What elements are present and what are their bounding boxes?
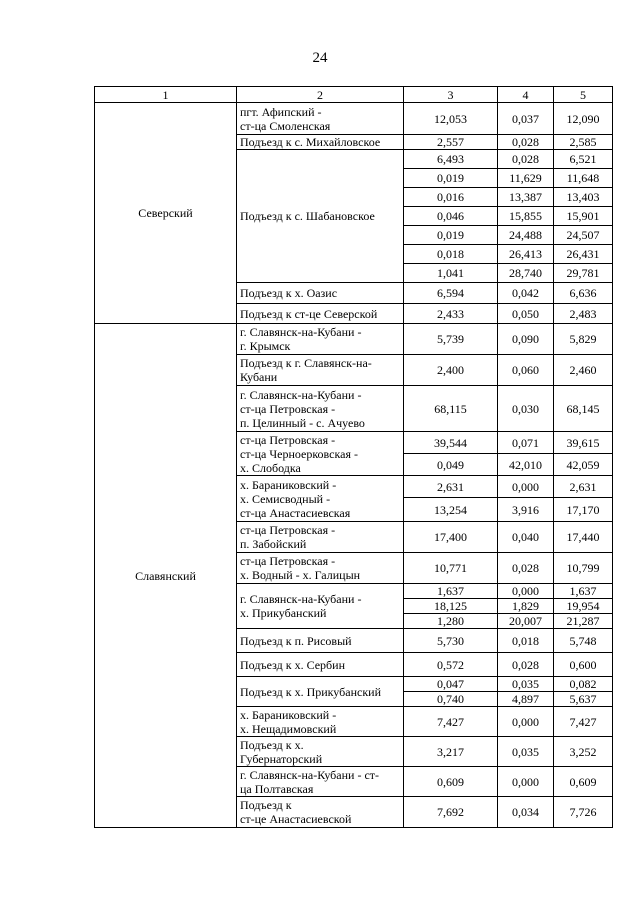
road-cell: Подъезд к ст-це Северской: [237, 304, 404, 324]
value-cell: 0,034: [498, 797, 554, 828]
value-cell: 15,901: [554, 207, 613, 226]
value-cell: 2,585: [554, 135, 613, 150]
table-row: [95, 324, 613, 355]
value-cell: 0,019: [404, 226, 498, 245]
road-cell: ст-ца Петровская - ст-ца Черноерковская - х. Слободка: [237, 432, 404, 476]
roads-table: [94, 86, 613, 828]
value-cell: 29,781: [554, 264, 613, 283]
value-cell: 17,440: [554, 522, 613, 553]
value-cell: 18,125: [404, 599, 498, 614]
value-cell: 13,254: [404, 498, 498, 522]
value-cell: 11,629: [498, 169, 554, 188]
value-cell: 19,954: [554, 599, 613, 614]
road-cell: ст-ца Петровская - х. Водный - х. Галицын: [237, 553, 404, 584]
value-cell: 68,145: [554, 386, 613, 432]
value-cell: 15,855: [498, 207, 554, 226]
value-cell: 17,400: [404, 522, 498, 553]
road-cell: Подъезд к п. Рисовый: [237, 629, 404, 653]
value-cell: 42,010: [498, 454, 554, 476]
value-cell: 0,740: [404, 692, 498, 707]
road-cell: Подъезд к с. Шабановское: [237, 150, 404, 283]
value-cell: 39,615: [554, 432, 613, 454]
road-cell: Подъезд к х. Прикубанский: [237, 677, 404, 707]
value-cell: 39,544: [404, 432, 498, 454]
value-cell: 0,040: [498, 522, 554, 553]
road-cell: г. Славянск-на-Кубани - х. Прикубанский: [237, 584, 404, 629]
value-cell: 6,636: [554, 283, 613, 304]
value-cell: 0,028: [498, 135, 554, 150]
header-row: [95, 87, 613, 103]
header-cell: 4: [498, 87, 554, 103]
value-cell: 20,007: [498, 614, 554, 629]
value-cell: 10,771: [404, 553, 498, 584]
value-cell: 10,799: [554, 553, 613, 584]
value-cell: 0,000: [498, 767, 554, 797]
road-cell: г. Славянск-на-Кубани - ст- ца Полтавская: [237, 767, 404, 797]
value-cell: 11,648: [554, 169, 613, 188]
road-cell: г. Славянск-на-Кубани - г. Крымск: [237, 324, 404, 355]
header-cell: 5: [554, 87, 613, 103]
value-cell: 0,028: [498, 653, 554, 677]
value-cell: 13,403: [554, 188, 613, 207]
table-row: [95, 103, 613, 135]
road-cell: Подъезд к х. Оазис: [237, 283, 404, 304]
value-cell: 0,049: [404, 454, 498, 476]
value-cell: 0,016: [404, 188, 498, 207]
value-cell: 3,916: [498, 498, 554, 522]
road-cell: Подъезд к х. Сербин: [237, 653, 404, 677]
value-cell: 2,631: [554, 476, 613, 498]
value-cell: 0,000: [498, 476, 554, 498]
value-cell: 13,387: [498, 188, 554, 207]
value-cell: 12,090: [554, 103, 613, 135]
value-cell: 24,488: [498, 226, 554, 245]
header-cell: 1: [95, 87, 237, 103]
value-cell: 6,493: [404, 150, 498, 169]
value-cell: 12,053: [404, 103, 498, 135]
value-cell: 2,433: [404, 304, 498, 324]
value-cell: 1,041: [404, 264, 498, 283]
value-cell: 68,115: [404, 386, 498, 432]
district-cell: Северский: [95, 103, 237, 324]
value-cell: 2,400: [404, 355, 498, 386]
value-cell: 0,037: [498, 103, 554, 135]
value-cell: 0,019: [404, 169, 498, 188]
value-cell: 0,082: [554, 677, 613, 692]
value-cell: 0,018: [404, 245, 498, 264]
road-cell: х. Бараниковский - х. Семисводный - ст-ца Анастасиевская: [237, 476, 404, 522]
road-cell: х. Бараниковский - х. Нещадимовский: [237, 707, 404, 737]
value-cell: 0,000: [498, 584, 554, 599]
road-cell: пгт. Афипский - ст-ца Смоленская: [237, 103, 404, 135]
value-cell: 6,594: [404, 283, 498, 304]
value-cell: 6,521: [554, 150, 613, 169]
value-cell: 7,427: [404, 707, 498, 737]
value-cell: 26,413: [498, 245, 554, 264]
road-cell: г. Славянск-на-Кубани - ст-ца Петровская - п. Целинный - с. Ачуево: [237, 386, 404, 432]
value-cell: 0,609: [404, 767, 498, 797]
value-cell: 5,730: [404, 629, 498, 653]
value-cell: 0,018: [498, 629, 554, 653]
value-cell: 5,829: [554, 324, 613, 355]
value-cell: 0,042: [498, 283, 554, 304]
value-cell: 1,829: [498, 599, 554, 614]
value-cell: 1,280: [404, 614, 498, 629]
value-cell: 0,600: [554, 653, 613, 677]
value-cell: 2,631: [404, 476, 498, 498]
value-cell: 17,170: [554, 498, 613, 522]
value-cell: 0,047: [404, 677, 498, 692]
value-cell: 5,637: [554, 692, 613, 707]
road-cell: Подъезд к с. Михайловское: [237, 135, 404, 150]
value-cell: 5,748: [554, 629, 613, 653]
value-cell: 3,252: [554, 737, 613, 767]
value-cell: 24,507: [554, 226, 613, 245]
value-cell: 2,483: [554, 304, 613, 324]
value-cell: 2,460: [554, 355, 613, 386]
value-cell: 1,637: [554, 584, 613, 599]
value-cell: 0,035: [498, 737, 554, 767]
value-cell: 0,071: [498, 432, 554, 454]
value-cell: 42,059: [554, 454, 613, 476]
value-cell: 0,060: [498, 355, 554, 386]
value-cell: 0,035: [498, 677, 554, 692]
road-cell: ст-ца Петровская - п. Забойский: [237, 522, 404, 553]
value-cell: 0,028: [498, 150, 554, 169]
value-cell: 0,046: [404, 207, 498, 226]
value-cell: 7,427: [554, 707, 613, 737]
value-cell: 0,030: [498, 386, 554, 432]
value-cell: 0,609: [554, 767, 613, 797]
road-cell: Подъезд к ст-це Анастасиевской: [237, 797, 404, 828]
district-cell: Славянский: [95, 324, 237, 828]
page-number: 24: [312, 50, 328, 66]
value-cell: 7,726: [554, 797, 613, 828]
value-cell: 4,897: [498, 692, 554, 707]
value-cell: 28,740: [498, 264, 554, 283]
value-cell: 26,431: [554, 245, 613, 264]
value-cell: 1,637: [404, 584, 498, 599]
value-cell: 0,000: [498, 707, 554, 737]
value-cell: 5,739: [404, 324, 498, 355]
value-cell: 0,090: [498, 324, 554, 355]
value-cell: 2,557: [404, 135, 498, 150]
value-cell: 3,217: [404, 737, 498, 767]
value-cell: 0,050: [498, 304, 554, 324]
value-cell: 7,692: [404, 797, 498, 828]
header-cell: 3: [404, 87, 498, 103]
road-cell: Подъезд к х. Губернаторский: [237, 737, 404, 767]
header-cell: 2: [237, 87, 404, 103]
value-cell: 0,572: [404, 653, 498, 677]
road-cell: Подъезд к г. Славянск-на- Кубани: [237, 355, 404, 386]
value-cell: 0,028: [498, 553, 554, 584]
value-cell: 21,287: [554, 614, 613, 629]
